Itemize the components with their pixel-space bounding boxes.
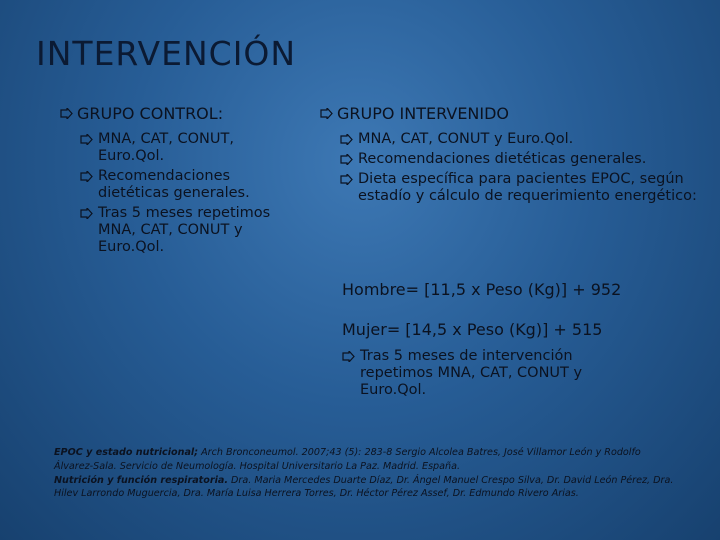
- control-group-heading: [60, 104, 300, 123]
- list-item: [320, 171, 700, 205]
- list-item: [322, 348, 642, 399]
- list-item: [60, 131, 300, 165]
- list-item: [320, 131, 700, 148]
- bullet-icon: [320, 108, 333, 119]
- formula-women: Mujer= [14,5 x Peso (Kg)] + 515: [342, 320, 603, 339]
- list-item-text: Tras 5 meses repetimos MNA, CAT, CONUT y Euro.Qol.: [98, 205, 271, 255]
- list-item-text: Dieta específica para pacientes EPOC, según estadío y cálculo de requerimiento energético:: [358, 171, 697, 204]
- reference-2-body: Dra. Maria Mercedes Duarte Díaz, Dr. Ángel Manuel Crespo Silva, Dr. David León Pérez, Dra. Hilev Larrondo Muguercia, Dra. María Luisa Herrera Torres, Dr. Héctor Pérez Assef, Dr. Edmundo Rivero Arias.: [54, 474, 674, 500]
- bullet-icon: [60, 108, 73, 119]
- reference-1-title: EPOC y estado nutricional;: [54, 447, 199, 458]
- intervened-group-heading-text: GRUPO INTERVENIDO: [337, 104, 510, 123]
- list-item-text: Recomendaciones dietéticas generales.: [98, 168, 250, 201]
- reference-1-body: Arch Bronconeumol. 2007;43 (5): 283-8 Sergio Alcolea Batres, José Villamor León y Rodolfo Álvarez-Sala. Servicio de Neumología. Hospital Universitario La Paz. Madrid. España.: [54, 447, 641, 472]
- list-item: [320, 151, 700, 168]
- bullet-icon: [342, 351, 355, 362]
- list-item-text: MNA, CAT, CONUT y Euro.Qol.: [358, 131, 574, 147]
- control-group-column: [60, 104, 300, 259]
- list-item-text: Tras 5 meses de intervención repetimos MNA, CAT, CONUT y Euro.Qol.: [360, 348, 583, 398]
- reference-2-title: Nutrición y función respiratoria.: [54, 474, 228, 486]
- bullet-icon: [340, 174, 353, 185]
- bullet-icon: [80, 134, 93, 145]
- bullet-icon: [80, 208, 93, 219]
- bullet-icon: [340, 134, 353, 145]
- control-group-list: [60, 131, 300, 256]
- slide-title: INTERVENCIÓN: [36, 34, 297, 73]
- list-item-text: MNA, CAT, CONUT, Euro.Qol.: [98, 131, 234, 164]
- list-item-text: Recomendaciones dietéticas generales.: [358, 151, 647, 167]
- bullet-icon: [340, 154, 353, 165]
- after-list: [322, 348, 642, 402]
- list-item: [60, 205, 300, 256]
- control-group-heading-text: GRUPO CONTROL:: [77, 104, 224, 123]
- list-item: [60, 168, 300, 202]
- intervened-group-list: [320, 131, 700, 205]
- bullet-icon: [80, 171, 93, 182]
- references: [54, 446, 674, 501]
- intervened-group-column: [320, 104, 700, 208]
- formula-men: Hombre= [11,5 x Peso (Kg)] + 952: [342, 280, 622, 299]
- intervened-group-heading: [320, 104, 700, 123]
